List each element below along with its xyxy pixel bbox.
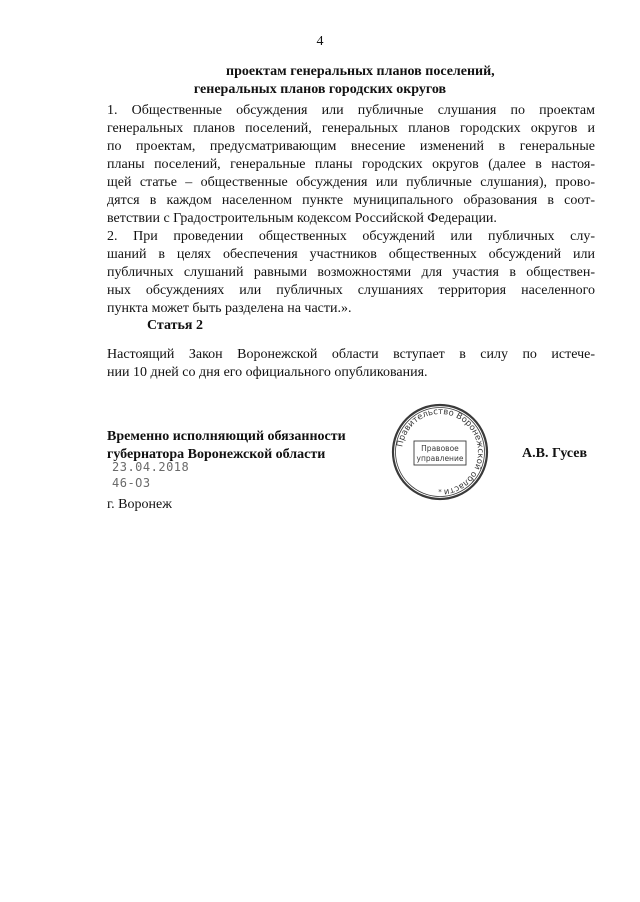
paragraph-line: 2. При проведении общественных обсуждений или публичных слу- (107, 229, 595, 244)
paragraph-line: щей статье – общественные обсуждения или публичные слушания), прово- (107, 175, 595, 190)
paragraph-line: нии 10 дней со дня его официального опубликования. (107, 365, 428, 380)
seal-inner-line-2: управление (416, 454, 464, 463)
paragraph-line: планы поселений, генеральные планы городских округов (далее в настоя- (107, 157, 595, 172)
paragraph-line: ветствии с Градостроительным кодексом Российской Федерации. (107, 211, 497, 226)
paragraph-line: по проектам, предусматривающим внесение изменений в генеральные (107, 139, 595, 154)
paragraph-line: публичных слушаний равными возможностями для участия в обществен- (107, 265, 595, 280)
paragraph-line: ных обсуждениях или публичных слушаниях территория населенного (107, 283, 595, 298)
paragraph-line: шаний в целях обеспечения участников общественных обсуждений или (107, 247, 595, 262)
heading-line-2: генеральных планов городских округов (193, 82, 447, 97)
paragraph-line: 1. Общественные обсуждения или публичные слушания по проектам (107, 103, 595, 118)
city: г. Воронеж (107, 497, 172, 512)
registration-date: 23.04.2018 (112, 460, 190, 474)
registration-number: 46-ОЗ (112, 476, 151, 490)
paragraph-line: генеральных планов поселений, генеральных планов городских округов и (107, 121, 595, 136)
paragraph-line: пункта может быть разделена на части.». (107, 301, 352, 316)
signatory-title-line-1: Временно исполняющий обязанности (107, 429, 346, 444)
seal-outer-text: Правительство Воронежской области (395, 406, 486, 497)
seal-inner-line-1: Правовое (421, 444, 459, 453)
page-number: 4 (316, 34, 324, 49)
seal-graphic (390, 402, 490, 502)
paragraph-line: Настоящий Закон Воронежской области вступает в силу по истече- (107, 347, 595, 362)
article-title: Статья 2 (147, 318, 203, 333)
paragraph-line: дятся в каждом населенном пункте муниципального образования в соот- (107, 193, 595, 208)
seal-star-icon: * (438, 488, 442, 496)
heading-line-1: проектам генеральных планов поселений, (226, 64, 495, 79)
official-seal (390, 402, 490, 502)
signer-name: А.В. Гусев (522, 446, 588, 461)
signatory-title-line-2: губернатора Воронежской области (107, 447, 326, 462)
